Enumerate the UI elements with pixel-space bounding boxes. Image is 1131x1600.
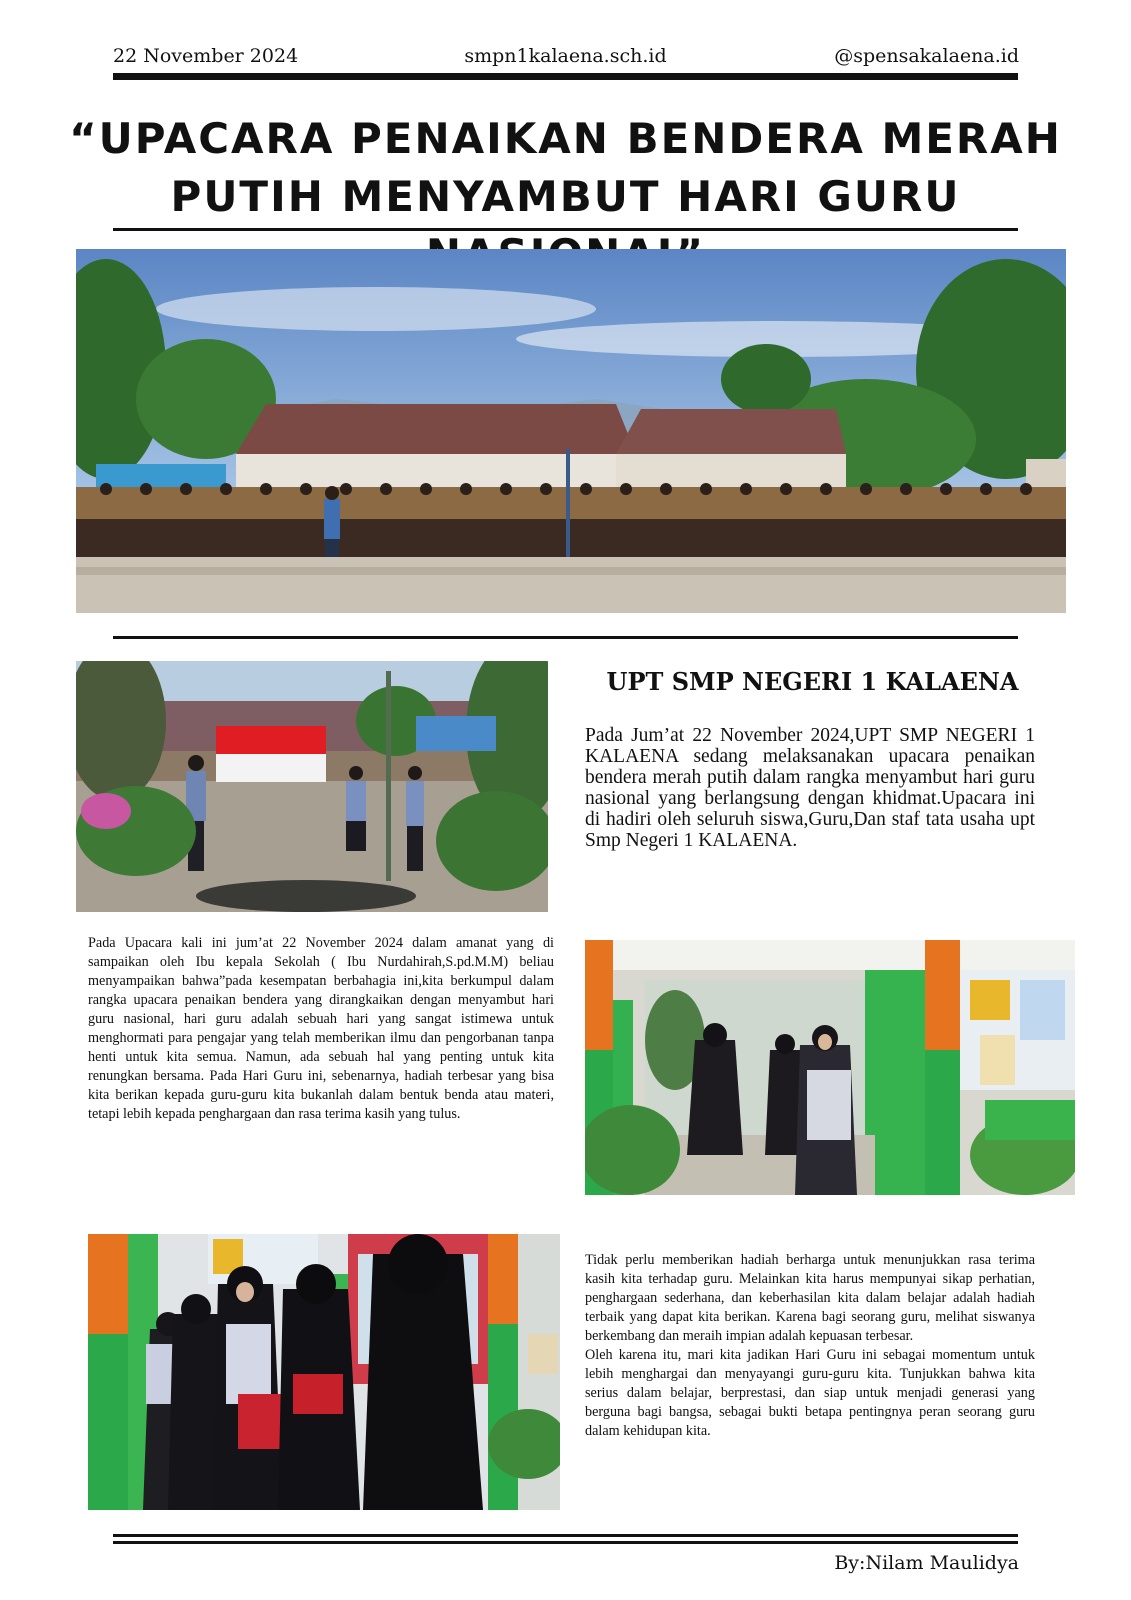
school-name-subheading: UPT SMP NEGERI 1 KALAENA: [606, 667, 1019, 696]
author-byline: By:Nilam Maulidya: [834, 1552, 1019, 1574]
school-website: smpn1kalaena.sch.id: [464, 45, 667, 67]
teachers-group-photo: [88, 1234, 560, 1510]
footer-rule-bottom: [113, 1541, 1018, 1544]
body-paragraph-1: Pada Upacara kali ini jum’at 22 November 2024 dalam amanat yang di sampaikan oleh Ibu kepala Sekolah ( Ibu Nurdahirah,S.pd.M.M) beliau menyampaikan bahwa”pada kesempatan berbahagia ini,kita berkumpul dalam rangka upacara penaikan bendera yang dirangkaikan dengan menyambut hari guru nasional, hari guru adalah sebuah hari yang sangat istimewa untuk menghormati para pengajar yang telah memberikan ilmu dan pengorbanan tanpa henti untuk kita semua. Namun, ada sebuah hal yang penting untuk kita renungkan bersama. Pada Hari Guru ini, sebenarnya, hadiah terbesar yang bisa kita berikan kepada guru-guru kita bukanlah dalam bentuk benda atau materi, tetapi lebih kepada penghargaan dan rasa terima kasih yang tulus.: [88, 935, 554, 1122]
footer-rule-top: [113, 1534, 1018, 1537]
instagram-handle: @spensakalaena.id: [834, 45, 1019, 67]
intro-paragraph: Pada Jum’at 22 November 2024,UPT SMP NEGERI 1 KALAENA sedang melaksanakan upacara penaikan bendera merah putih dalam rangka menyambut hari guru nasional yang berlangsung dengan khidmat.Upacara ini di hadiri oleh seluruh siswa,Guru,Dan staf tata usaha upt Smp Negeri 1 KALAENA.: [585, 725, 1035, 851]
publication-date: 22 November 2024: [113, 45, 299, 67]
headline-line-1: “UPACARA PENAIKAN BENDERA MERAH: [69, 114, 1062, 163]
section-rule: [113, 636, 1018, 639]
speech-corridor-photo: [585, 940, 1075, 1195]
headline-line-2: PUTIH MENYAMBUT HARI GURU: [170, 172, 961, 221]
flag-raising-photo: [76, 661, 548, 912]
header-rule: [113, 73, 1018, 80]
ceremony-field-photo: [76, 249, 1066, 613]
title-rule: [113, 228, 1018, 231]
body-paragraph-2: Tidak perlu memberikan hadiah berharga untuk menunjukkan rasa terima kasih kita terhadap guru. Melainkan kita harus mempunyai sikap perhatian, penghargaan sederhana, dan keberhasilan kita dalam belajar adalah hadiah terbaik yang dapat kita berikan. Karena bagi seorang guru, melihat siswanya berkembang dan meraih impian adalah kepuasan terbesar. Oleh karena itu, mari kita jadikan Hari Guru ini sebagai momentum untuk lebih menghargai dan menyayangi guru-guru kita. Tunjukkan bahwa kita serius dalam belajar, berprestasi, dan siap untuk menjadi generasi yang berguna bagi bangsa, sebagai bukti betapa pentingnya peran seorang guru dalam kehidupan kita.: [585, 1252, 1035, 1439]
